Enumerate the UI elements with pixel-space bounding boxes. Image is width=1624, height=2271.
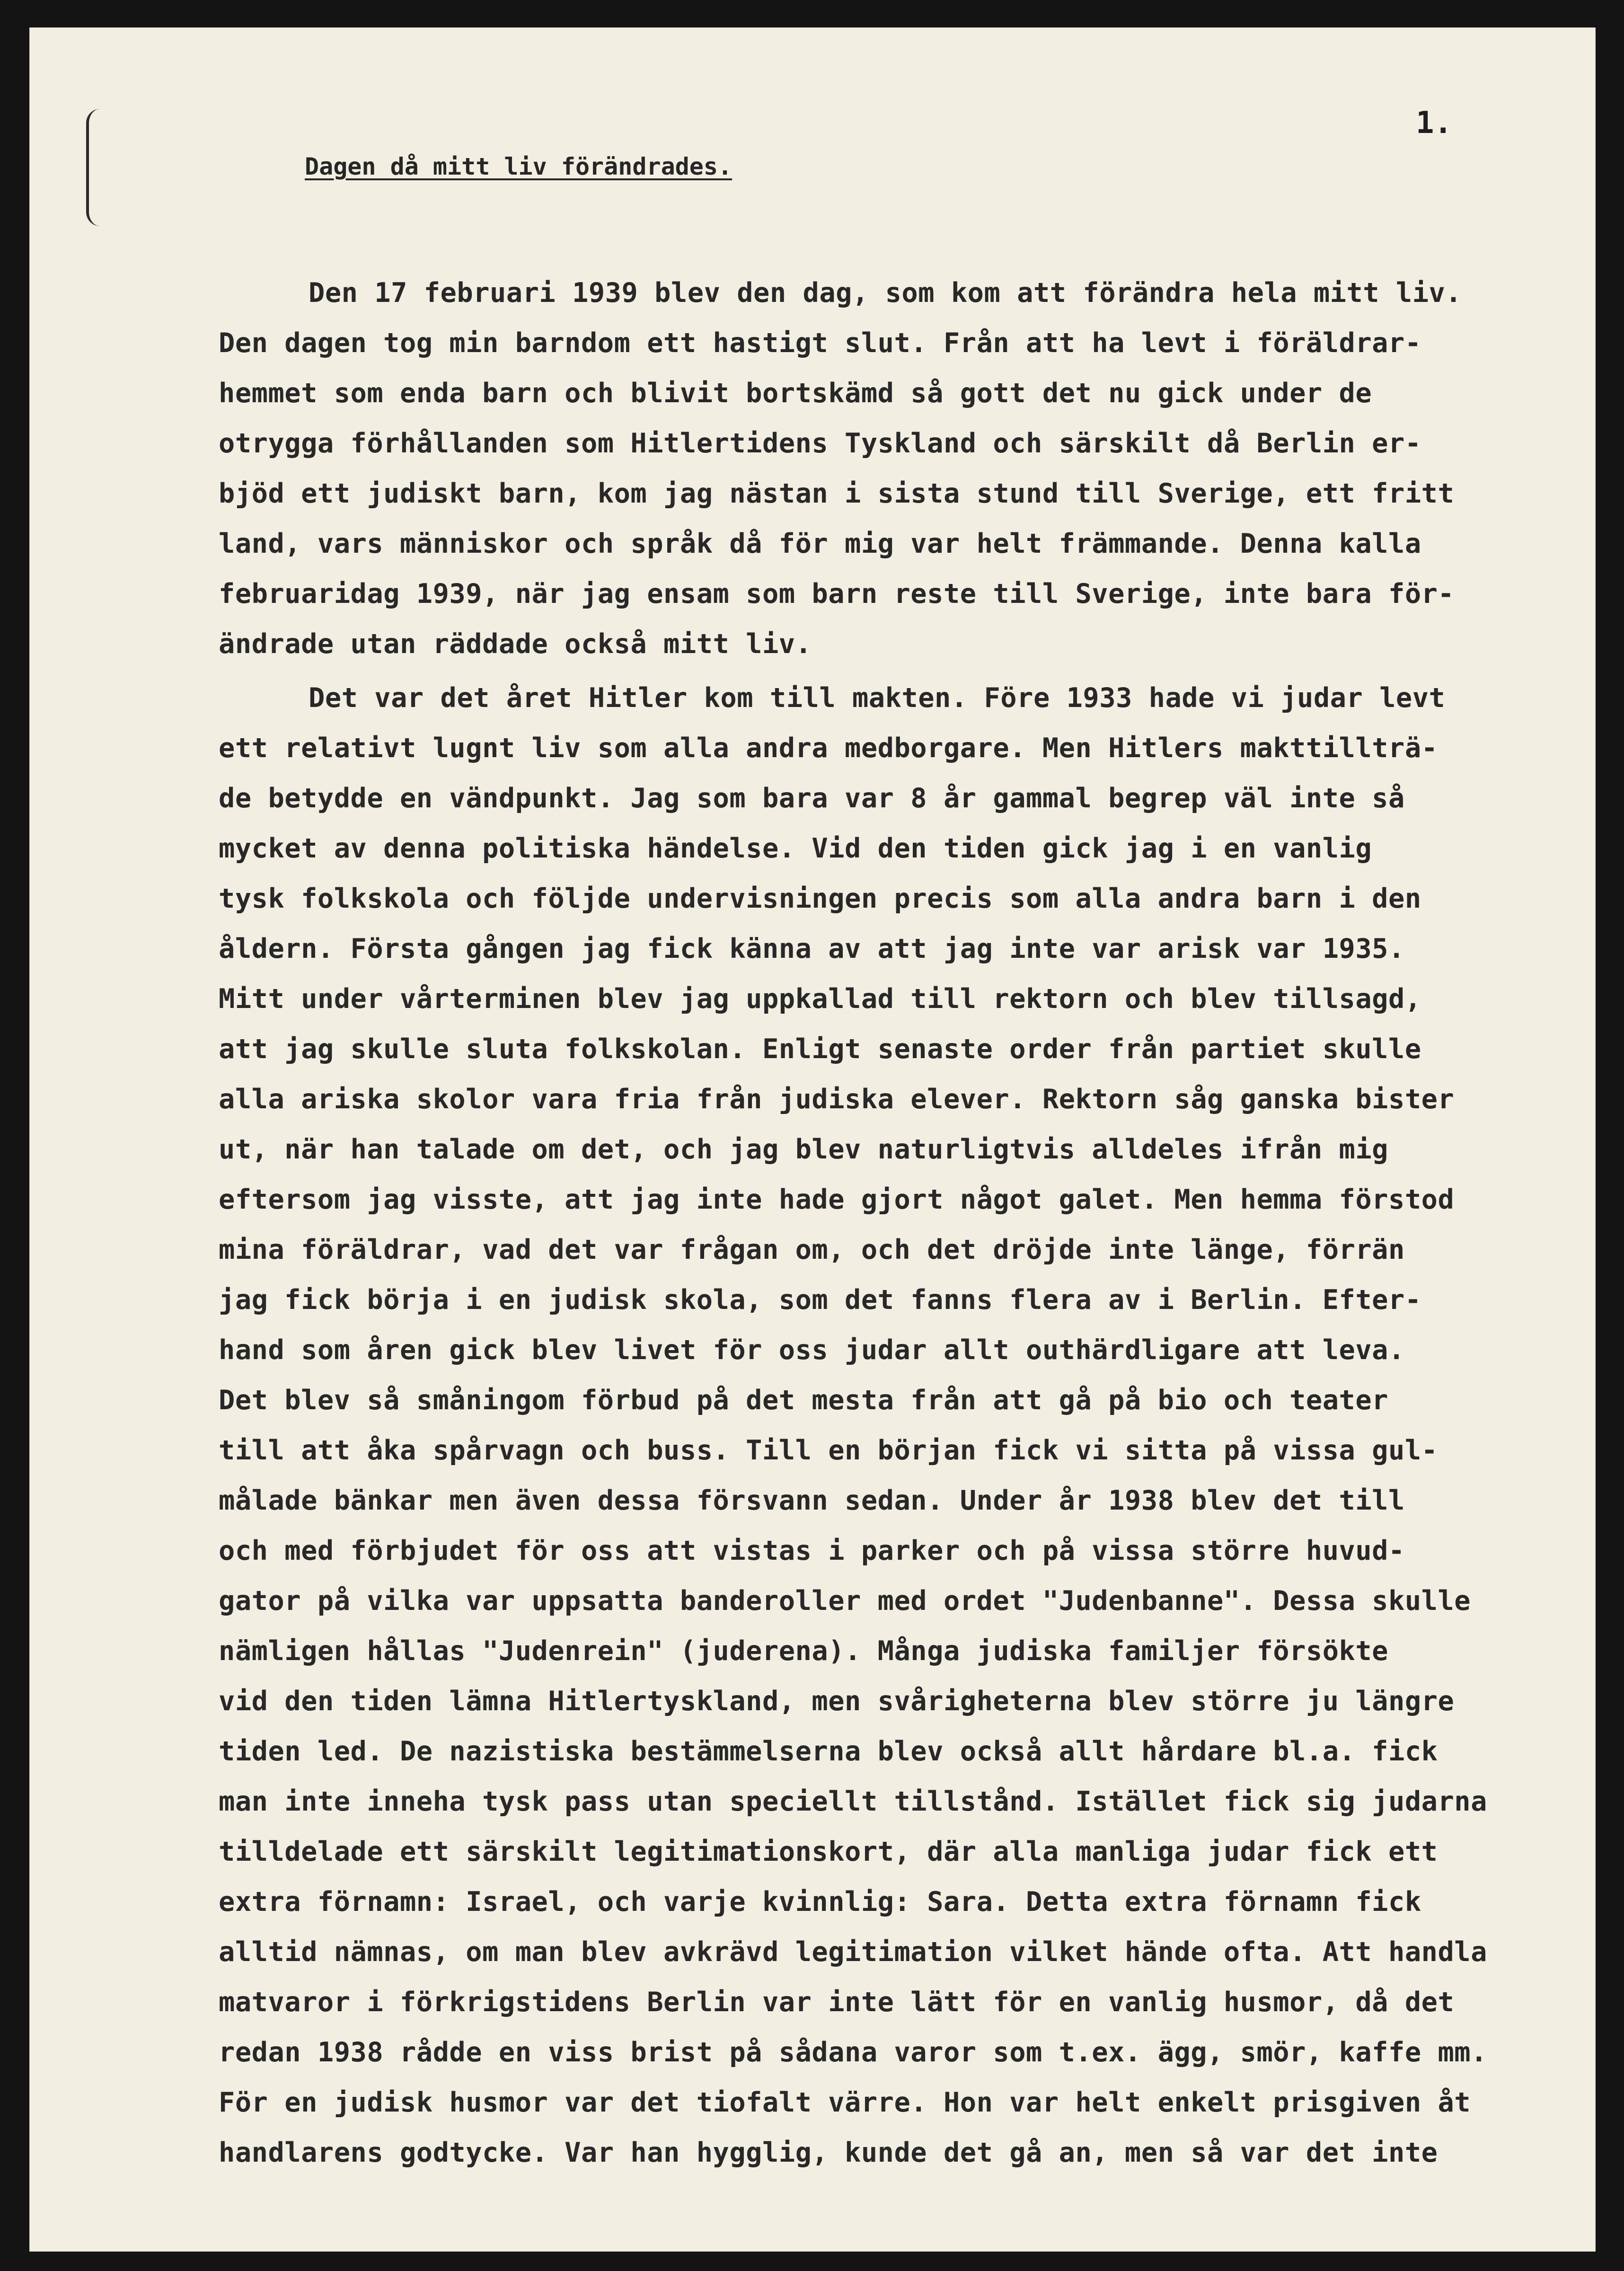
text-line: tysk folkskola och följde undervisningen precis som alla andra barn i den [219, 883, 1421, 914]
text-line: alltid nämnas, om man blev avkrävd legitimation vilket hände ofta. Att handla [219, 1936, 1487, 1968]
text-line: redan 1938 rådde en viss brist på sådana varor som t.ex. ägg, smör, kaffe mm. [219, 2037, 1487, 2068]
text-line: land, vars människor och språk då för mig var helt främmande. Denna kalla [219, 528, 1421, 559]
document-title: Dagen då mitt liv förändrades. [305, 153, 733, 180]
text-line: till att åka spårvagn och buss. Till en början fick vi sitta på vissa gul- [219, 1435, 1438, 1466]
text-line: februaridag 1939, när jag ensam som barn reste till Sverige, inte bara för- [219, 578, 1455, 610]
text-line: att jag skulle sluta folkskolan. Enligt senaste order från partiet skulle [219, 1034, 1421, 1065]
text-line: hand som åren gick blev livet för oss judar allt outhärdligare att leva. [219, 1334, 1405, 1366]
text-line: nämligen hållas "Judenrein" (juderena). Många judiska familjer försökte [219, 1635, 1388, 1667]
text-line: ut, när han talade om det, och jag blev naturligtvis alldeles ifrån mig [219, 1134, 1388, 1165]
text-line: ett relativt lugnt liv som alla andra medborgare. Men Hitlers makttillträ- [219, 733, 1438, 764]
text-line: hemmet som enda barn och blivit bortskämd så gott det nu gick under de [219, 378, 1372, 409]
text-line: målade bänkar men även dessa försvann sedan. Under år 1938 blev det till [219, 1485, 1405, 1516]
text-line: handlarens godtycke. Var han hygglig, kunde det gå an, men så var det inte [219, 2137, 1438, 2168]
text-line: Det var det året Hitler kom till makten. Före 1933 hade vi judar levt [309, 682, 1446, 714]
text-line: mina föräldrar, vad det var frågan om, och det dröjde inte länge, förrän [219, 1234, 1405, 1265]
text-line: och med förbjudet för oss att vistas i parker och på vissa större huvud- [219, 1535, 1405, 1566]
text-line: tilldelade ett särskilt legitimationskort, där alla manliga judar fick ett [219, 1836, 1438, 1867]
text-line: vid den tiden lämna Hitlertyskland, men svårigheterna blev större ju längre [219, 1686, 1455, 1717]
text-line: Mitt under vårterminen blev jag uppkallad till rektorn och blev tillsagd, [219, 983, 1421, 1015]
text-line: extra förnamn: Israel, och varje kvinnlig: Sara. Detta extra förnamn fick [219, 1886, 1421, 1918]
text-line: bjöd ett judiskt barn, kom jag nästan i sista stund till Sverige, ett fritt [219, 478, 1455, 509]
text-line: de betydde en vändpunkt. Jag som bara var 8 år gammal begrep väl inte så [219, 783, 1405, 814]
text-line: ändrade utan räddade också mitt liv. [219, 628, 812, 660]
text-line: åldern. Första gången jag fick känna av att jag inte var arisk var 1935. [219, 933, 1405, 964]
text-line: Den dagen tog min barndom ett hastigt slut. Från att ha levt i föräldrar- [219, 327, 1421, 359]
text-line: otrygga förhållanden som Hitlertidens Tyskland och särskilt då Berlin er- [219, 428, 1421, 459]
text-line: eftersom jag visste, att jag inte hade gjort något galet. Men hemma förstod [219, 1184, 1455, 1215]
document-page [29, 27, 1596, 2252]
text-line: mycket av denna politiska händelse. Vid den tiden gick jag i en vanlig [219, 833, 1372, 864]
text-line: tiden led. De nazistiska bestämmelserna blev också allt hårdare bl.a. fick [219, 1736, 1438, 1767]
text-line: man inte inneha tysk pass utan speciellt tillstånd. Istället fick sig judarna [219, 1786, 1487, 1817]
text-line: För en judisk husmor var det tiofalt värre. Hon var helt enkelt prisgiven åt [219, 2087, 1471, 2118]
text-line: gator på vilka var uppsatta banderoller med ordet "Judenbanne". Dessa skulle [219, 1585, 1471, 1617]
margin-bracket-mark [86, 109, 108, 226]
text-line: matvaror i förkrigstidens Berlin var inte lätt för en vanlig husmor, då det [219, 1987, 1455, 2018]
text-line: alla ariska skolor vara fria från judiska elever. Rektorn såg ganska bister [219, 1084, 1455, 1115]
text-line: jag fick börja i en judisk skola, som det fanns flera av i Berlin. Efter- [219, 1284, 1421, 1316]
text-line: Den 17 februari 1939 blev den dag, som kom att förändra hela mitt liv. [309, 277, 1462, 309]
page-number: 1. [1416, 106, 1453, 141]
text-line: Det blev så småningom förbud på det mesta från att gå på bio och teater [219, 1385, 1388, 1416]
